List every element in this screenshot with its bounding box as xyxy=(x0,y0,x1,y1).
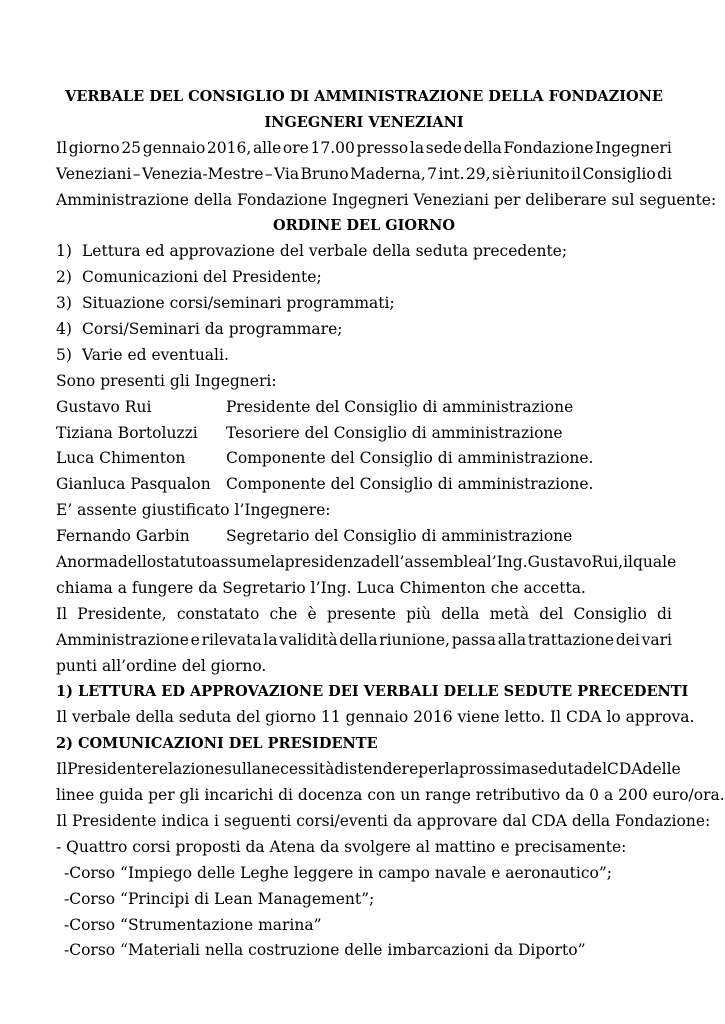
attendee-role: Presidente del Consiglio di amministrazione xyxy=(226,397,574,416)
word: del xyxy=(539,604,564,623)
course-item: -Corso “Strumentazione marina” xyxy=(64,915,322,934)
word: dell’assemblea xyxy=(370,553,487,572)
course-item: -Corso “Principi di Lean Management”; xyxy=(64,889,375,908)
word: Fondazione xyxy=(503,138,594,157)
presidente-line-3: punti all’ordine del giorno. xyxy=(56,656,267,675)
word: validità xyxy=(279,630,338,649)
word: è xyxy=(307,604,317,623)
attendee-row xyxy=(56,472,672,498)
agenda-item-text: Comunicazioni del Presidente; xyxy=(82,268,322,287)
word: che xyxy=(269,604,298,623)
word: sulla xyxy=(223,760,261,779)
word: Maderna, xyxy=(350,164,426,183)
word: Il xyxy=(56,760,68,779)
word: riunito xyxy=(516,164,570,183)
attendee-name: Gustavo Rui xyxy=(56,397,152,416)
attendee-role: Componente del Consiglio di amministrazione. xyxy=(226,449,594,468)
attendee-row xyxy=(56,421,672,447)
word: la xyxy=(270,553,285,572)
word: 2016, xyxy=(206,138,252,157)
word: metà xyxy=(489,604,530,623)
course-item: -Corso “Impiego delle Leghe leggere in campo navale e aeronautico”; xyxy=(64,863,613,882)
word: Rui, xyxy=(591,553,624,572)
section-2-atena: - Quattro corsi proposti da Atena da svolgere al mattino e precisamente: xyxy=(56,837,627,856)
attendee-row xyxy=(56,395,672,421)
document-title: VERBALE DEL CONSIGLIO DI AMMINISTRAZIONE DELLA FONDAZIONE xyxy=(65,88,663,105)
word: Presidente xyxy=(67,760,152,779)
word: Venezia-Mestre xyxy=(141,164,264,183)
attendee-row xyxy=(56,446,672,472)
word: 17.00 xyxy=(310,138,355,157)
attendee-name: Tiziana Bortoluzzi xyxy=(56,423,198,442)
word: Bruno xyxy=(300,164,349,183)
section-2-line-2: linee guida per gli incarichi di docenza con un range retributivo da 0 a 200 euro/ora. xyxy=(56,786,725,805)
word: stendere xyxy=(349,760,419,779)
word: dello xyxy=(117,553,157,572)
word: Veneziani xyxy=(56,164,132,183)
absent-name: Fernando Garbin xyxy=(56,527,190,546)
word: CDA xyxy=(607,760,643,779)
present-label: Sono presenti gli Ingegneri: xyxy=(56,371,277,390)
document-title-line2: INGEGNERI VENEZIANI xyxy=(264,113,464,131)
word: presente xyxy=(326,604,396,623)
word: Consiglio xyxy=(573,604,647,623)
word: delle xyxy=(642,760,681,779)
word: dei xyxy=(615,630,640,649)
agenda-heading: ORDINE DEL GIORNO xyxy=(273,217,455,235)
agenda-item-number: 4) xyxy=(56,320,72,339)
absent-role: Segretario del Consiglio di amministrazione xyxy=(226,527,573,546)
agenda-item-text: Varie ed eventuali. xyxy=(82,345,229,364)
course-item: -Corso “Materiali nella costruzione delle imbarcazioni da Diporto” xyxy=(64,941,586,960)
word: rilevata xyxy=(201,630,262,649)
word: assume xyxy=(211,553,271,572)
word: norma xyxy=(67,553,118,572)
word: quale xyxy=(633,553,677,572)
word: trattazione xyxy=(527,630,615,649)
word: Gustavo xyxy=(527,553,592,572)
agenda-item-number: 2) xyxy=(56,268,72,287)
word: l’Ing. xyxy=(486,553,528,572)
presidente-line-1 xyxy=(56,602,672,628)
word: si xyxy=(491,164,505,183)
word: e xyxy=(190,630,200,649)
word: Ingegneri xyxy=(595,138,672,157)
word: Via xyxy=(273,164,300,183)
word: Presidente, xyxy=(77,604,167,623)
word: Consiglio xyxy=(582,164,656,183)
word: di xyxy=(657,604,672,623)
word: presso xyxy=(356,138,409,157)
word: di xyxy=(657,164,672,183)
document-body xyxy=(56,84,725,964)
word: vari xyxy=(641,630,672,649)
word: seduta xyxy=(530,760,583,779)
norma-line-2: chiama a fungere da Segretario l’Ing. Luca Chimenton che accetta. xyxy=(56,578,586,597)
norma-line-1 xyxy=(56,550,677,576)
agenda-item xyxy=(56,343,672,369)
presidente-line-2 xyxy=(56,628,672,654)
absent-label: E’ assente giustificato l’Ingegnere: xyxy=(56,501,331,520)
word: riunione, xyxy=(379,630,450,649)
word: necessità xyxy=(261,760,335,779)
word: Il xyxy=(56,138,68,157)
word: gennaio xyxy=(142,138,206,157)
word: passa xyxy=(451,630,497,649)
agenda-item xyxy=(56,317,672,343)
word: il xyxy=(623,553,633,572)
word: ore xyxy=(282,138,309,157)
attendee-name: Gianluca Pasqualon xyxy=(56,475,211,494)
section-2-indica: Il Presidente indica i seguenti corsi/eventi da approvare dal CDA della Fondazione: xyxy=(56,811,711,830)
attendee-role: Componente del Consiglio di amministrazione. xyxy=(226,475,594,494)
section-1-text: Il verbale della seduta del giorno 11 gennaio 2016 viene letto. Il CDA lo approva. xyxy=(56,708,695,727)
word: della xyxy=(441,604,480,623)
agenda-item xyxy=(56,239,672,265)
word: statuto xyxy=(156,553,212,572)
word: della xyxy=(339,630,378,649)
word: giorno xyxy=(68,138,120,157)
word: la xyxy=(444,760,459,779)
word: della xyxy=(463,138,502,157)
word: il xyxy=(571,164,582,183)
word: sede xyxy=(425,138,462,157)
section-2-heading: 2) COMUNICAZIONI DEL PRESIDENTE xyxy=(56,735,378,753)
word: di xyxy=(334,760,350,779)
word: del xyxy=(582,760,608,779)
word: 29, xyxy=(465,164,491,183)
intro-line-1 xyxy=(56,136,672,162)
attendee-name: Luca Chimenton xyxy=(56,449,186,468)
word: 7 xyxy=(427,164,438,183)
agenda-item xyxy=(56,291,672,317)
word: Amministrazione xyxy=(56,630,189,649)
word: – xyxy=(132,164,141,183)
agenda-item-text: Lettura ed approvazione del verbale della seduta precedente; xyxy=(82,242,568,261)
word: per xyxy=(418,760,445,779)
attendee-role: Tesoriere del Consiglio di amministrazione xyxy=(226,423,563,442)
word: più xyxy=(406,604,432,623)
word: prossima xyxy=(459,760,531,779)
word: Il xyxy=(56,604,68,623)
section-2-line-1 xyxy=(56,757,681,783)
word: int. xyxy=(438,164,465,183)
word: 25 xyxy=(121,138,142,157)
word: constatato xyxy=(176,604,260,623)
word: la xyxy=(409,138,425,157)
intro-line-3: Amministrazione della Fondazione Ingegneri Veneziani per deliberare sul seguente: xyxy=(56,190,717,209)
word: – xyxy=(264,164,273,183)
word: presidenza xyxy=(284,553,371,572)
agenda-item xyxy=(56,265,672,291)
word: alla xyxy=(497,630,527,649)
agenda-item-number: 1) xyxy=(56,242,72,261)
word: relazione xyxy=(151,760,224,779)
agenda-item-text: Corsi/Seminari da programmare; xyxy=(82,320,343,339)
word: A xyxy=(56,553,68,572)
absent-row xyxy=(56,524,672,550)
section-1-heading: 1) LETTURA ED APPROVAZIONE DEI VERBALI DELLE SEDUTE PRECEDENTI xyxy=(56,683,689,701)
agenda-item-number: 5) xyxy=(56,345,72,364)
intro-line-2 xyxy=(56,162,672,188)
word: alle xyxy=(252,138,282,157)
word: è xyxy=(506,164,516,183)
word: la xyxy=(263,630,278,649)
agenda-item-text: Situazione corsi/seminari programmati; xyxy=(82,294,395,313)
agenda-item-number: 3) xyxy=(56,294,72,313)
